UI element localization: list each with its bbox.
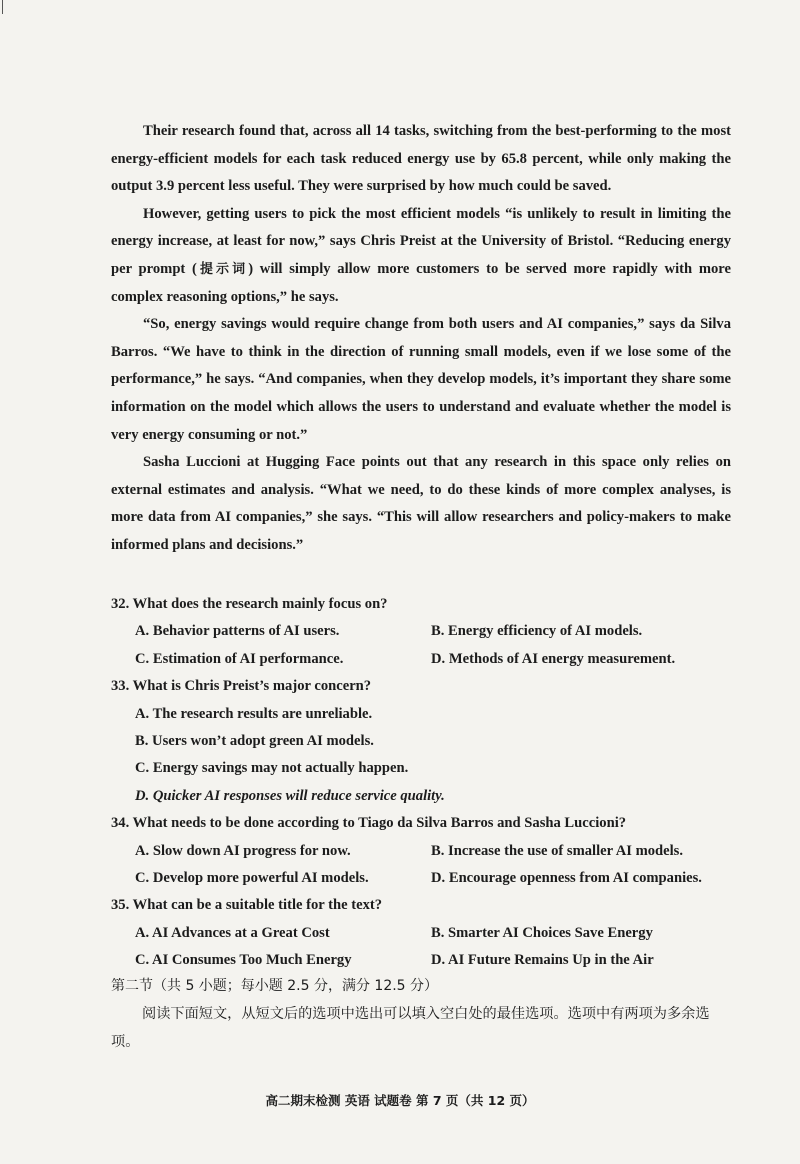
question-34-options-row-1 xyxy=(111,838,741,865)
passage-paragraph-2-part-a: However, getting users to pick the most efficient models “is unlikely to result in limiting the energy increase, at least for now,” says Chris Preist at the University of Bristol. “Reducing energy per prompt ( xyxy=(111,205,731,277)
question-35-option-c: C. AI Consumes Too Much Energy xyxy=(135,952,352,969)
question-35-option-a: A. AI Advances at a Great Cost xyxy=(135,924,330,941)
passage-paragraph-4: Sasha Luccioni at Hugging Face points out that any research in this space only relies on external estimates and analysis. “What we need, to do these kinds of more complex analyses, is more data from AI companies,” she says. “This will allow researchers and policy-makers to make informed plans and decisions.” xyxy=(111,454,731,553)
question-35-options-row-1 xyxy=(111,920,741,947)
question-33-option-d: D. Quicker AI responses will reduce service quality. xyxy=(135,787,445,804)
question-32-option-c: C. Estimation of AI performance. xyxy=(135,650,344,667)
question-33-option-b: B. Users won’t adopt green AI models. xyxy=(135,733,374,750)
question-32-option-d: D. Methods of AI energy measurement. xyxy=(431,650,676,667)
question-32-option-b: B. Energy efficiency of AI models. xyxy=(431,623,643,640)
question-33-option-c: C. Energy savings may not actually happen. xyxy=(135,760,409,777)
question-33-stem: 33. What is Chris Preist’s major concern? xyxy=(111,678,372,695)
question-32-option-a: A. Behavior patterns of AI users. xyxy=(135,623,340,640)
passage-paragraph-2 xyxy=(111,201,731,311)
question-35-option-b: B. Smarter AI Choices Save Energy xyxy=(431,924,653,941)
passage-paragraph-2-part-b: ) will simply allow more customers to be served more rapidly with more complex reasoning options,” he says. xyxy=(111,260,731,305)
passage-paragraph-2-cjk-gloss: 提示词 xyxy=(196,261,249,277)
question-32-options-row-1 xyxy=(111,618,741,645)
question-34-option-a: A. Slow down AI progress for now. xyxy=(135,842,351,859)
page-footer: 高二期末检测 英语 试题卷 第 7 页（共 12 页） xyxy=(265,1093,535,1108)
section-2-heading: 第二节（共 5 小题；每小题 2.5 分，满分 12.5 分） xyxy=(111,978,439,994)
question-32-stem: 32. What does the research mainly focus on? xyxy=(111,596,388,612)
scan-corner-mark xyxy=(2,0,6,14)
passage-paragraph-3: “So, energy savings would require change from both users and AI companies,” says da Silva Barros. “We have to think in the direction of running small models, even if we lose some of the performance,” he says. “And companies, when they develop models, it’s important they share some information on the model which allows the users to understand and evaluate whether the model is very energy consuming or not.” xyxy=(111,316,731,443)
question-32-options-row-2 xyxy=(111,646,741,673)
question-34-option-c: C. Develop more powerful AI models. xyxy=(135,870,369,887)
section-2-instruction: 阅读下面短文，从短文后的选项中选出可以填入空白处的最佳选项。选项中有两项为多余选项。 xyxy=(111,1006,710,1050)
passage-paragraph-1: Their research found that, across all 14 tasks, switching from the best-performing to the most energy-efficient models for each task reduced energy use by 65.8 percent, while only making the output 3.9 percent less useful. They were surprised by how much could be saved. xyxy=(111,123,731,195)
question-34-option-d: D. Encourage openness from AI companies. xyxy=(431,870,702,887)
question-list xyxy=(111,591,741,975)
reading-passage xyxy=(111,118,731,560)
question-35-stem: 35. What can be a suitable title for the text? xyxy=(111,897,383,914)
question-33-option-a: A. The research results are unreliable. xyxy=(135,705,373,722)
question-35-options-row-2 xyxy=(111,947,741,974)
question-34-option-b: B. Increase the use of smaller AI models. xyxy=(431,842,683,859)
question-35-option-d: D. AI Future Remains Up in the Air xyxy=(431,952,654,969)
question-34-stem: 34. What needs to be done according to Tiago da Silva Barros and Sasha Luccioni? xyxy=(111,815,627,832)
question-34-options-row-2 xyxy=(111,865,741,892)
